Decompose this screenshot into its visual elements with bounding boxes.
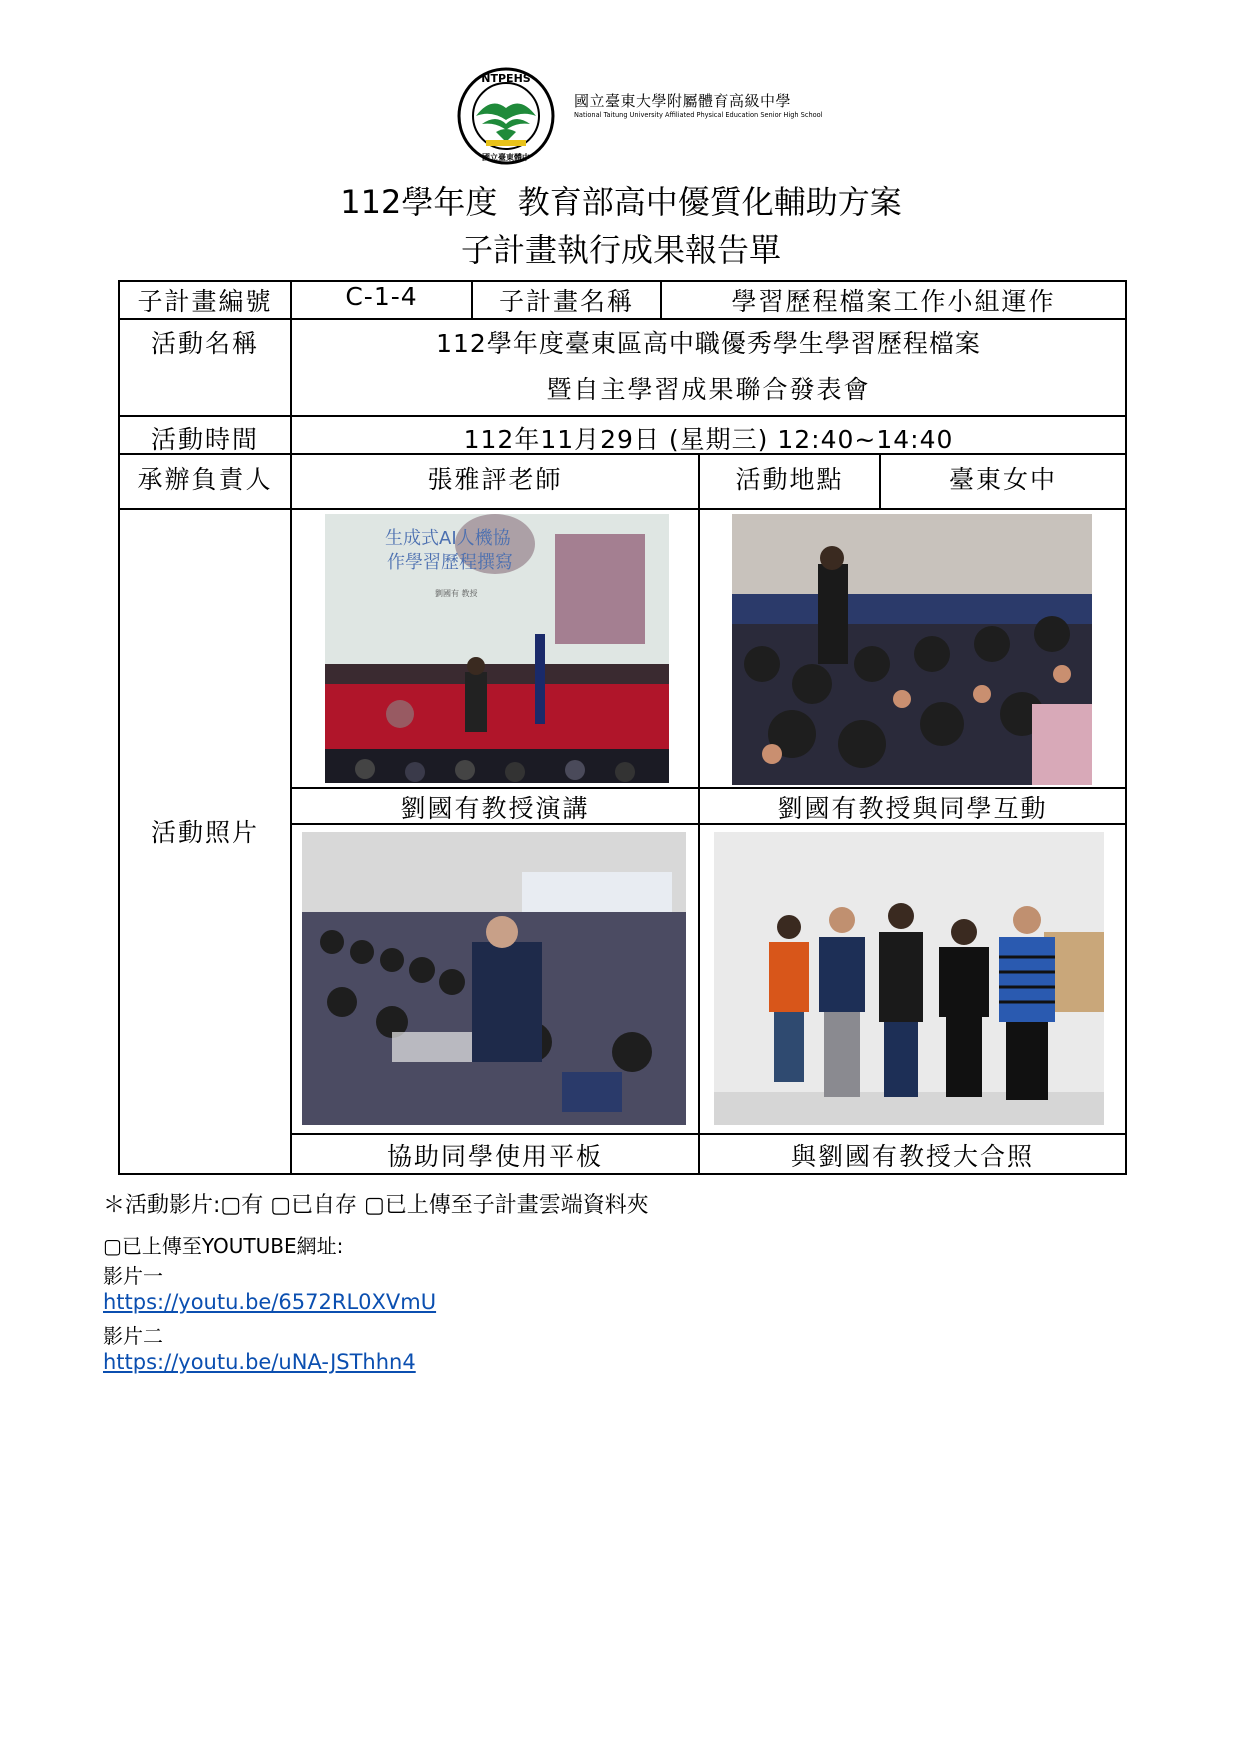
svg-text:生成式AI人機協: 生成式AI人機協 xyxy=(385,528,511,549)
activity-name-line1: 112學年度臺東區高中職優秀學生學習歷程檔案 xyxy=(436,329,981,358)
activity-time: 112年11月29日 (星期三) 12:40~14:40 xyxy=(463,425,954,454)
location: 臺東女中 xyxy=(948,465,1057,494)
photos-label: 活動照片 xyxy=(150,818,259,847)
photo-interaction xyxy=(732,514,1092,785)
subplan-name-label: 子計畫名稱 xyxy=(498,287,634,316)
location-label: 活動地點 xyxy=(735,465,844,494)
video1-label: 影片一 xyxy=(103,1264,163,1288)
school-name-en: National Taitung University Affiliated Physical Education Senior High School xyxy=(574,111,823,119)
school-name-zh: 國立臺東大學附屬體育高級中學 xyxy=(574,92,792,110)
caption-interaction: 劉國有教授與同學互動 xyxy=(777,794,1048,823)
activity-name-label: 活動名稱 xyxy=(150,329,259,358)
caption-tablet-help: 協助同學使用平板 xyxy=(386,1142,603,1171)
video2-link[interactable]: https://youtu.be/uNA-JSThhn4 xyxy=(103,1350,416,1374)
svg-text:作學習歷程撰寫: 作學習歷程撰寫 xyxy=(387,552,513,573)
subplan-name: 學習歷程檔案工作小組運作 xyxy=(731,287,1056,316)
activity-time-label: 活動時間 xyxy=(150,425,259,454)
school-logo xyxy=(456,66,556,170)
video1-link[interactable]: https://youtu.be/6572RL0XVmU xyxy=(103,1290,437,1314)
photo-group xyxy=(714,832,1104,1125)
report-subtitle: 子計畫執行成果報告單 xyxy=(460,231,781,269)
video-status-line: ＊活動影片:▢有 ▢已自存 ▢已上傳至子計畫雲端資料夾 xyxy=(103,1193,649,1218)
school-name xyxy=(574,92,874,120)
organizer: 張雅評老師 xyxy=(427,465,563,494)
youtube-line: ▢已上傳至YOUTUBE網址: xyxy=(103,1234,344,1258)
organizer-label: 承辦負責人 xyxy=(137,465,273,494)
school-emblem-icon xyxy=(456,66,556,166)
report-title: 112學年度 教育部高中優質化輔助方案 xyxy=(340,183,902,221)
photo-lecture xyxy=(325,514,669,783)
video2-label: 影片二 xyxy=(103,1324,163,1348)
caption-lecture: 劉國有教授演講 xyxy=(400,794,590,823)
activity-name-line2: 暨自主學習成果聯合發表會 xyxy=(546,375,871,404)
svg-text:劉國有 教授: 劉國有 教授 xyxy=(435,589,478,598)
subplan-no: C-1-4 xyxy=(345,282,418,311)
report-table xyxy=(118,280,1127,1175)
photo-tablet-help xyxy=(302,832,686,1125)
subplan-no-label: 子計畫編號 xyxy=(137,287,273,316)
caption-group: 與劉國有教授大合照 xyxy=(790,1142,1034,1171)
svg-text:國立臺東體中: 國立臺東體中 xyxy=(482,153,530,162)
svg-text:NTPEHS: NTPEHS xyxy=(481,72,531,85)
